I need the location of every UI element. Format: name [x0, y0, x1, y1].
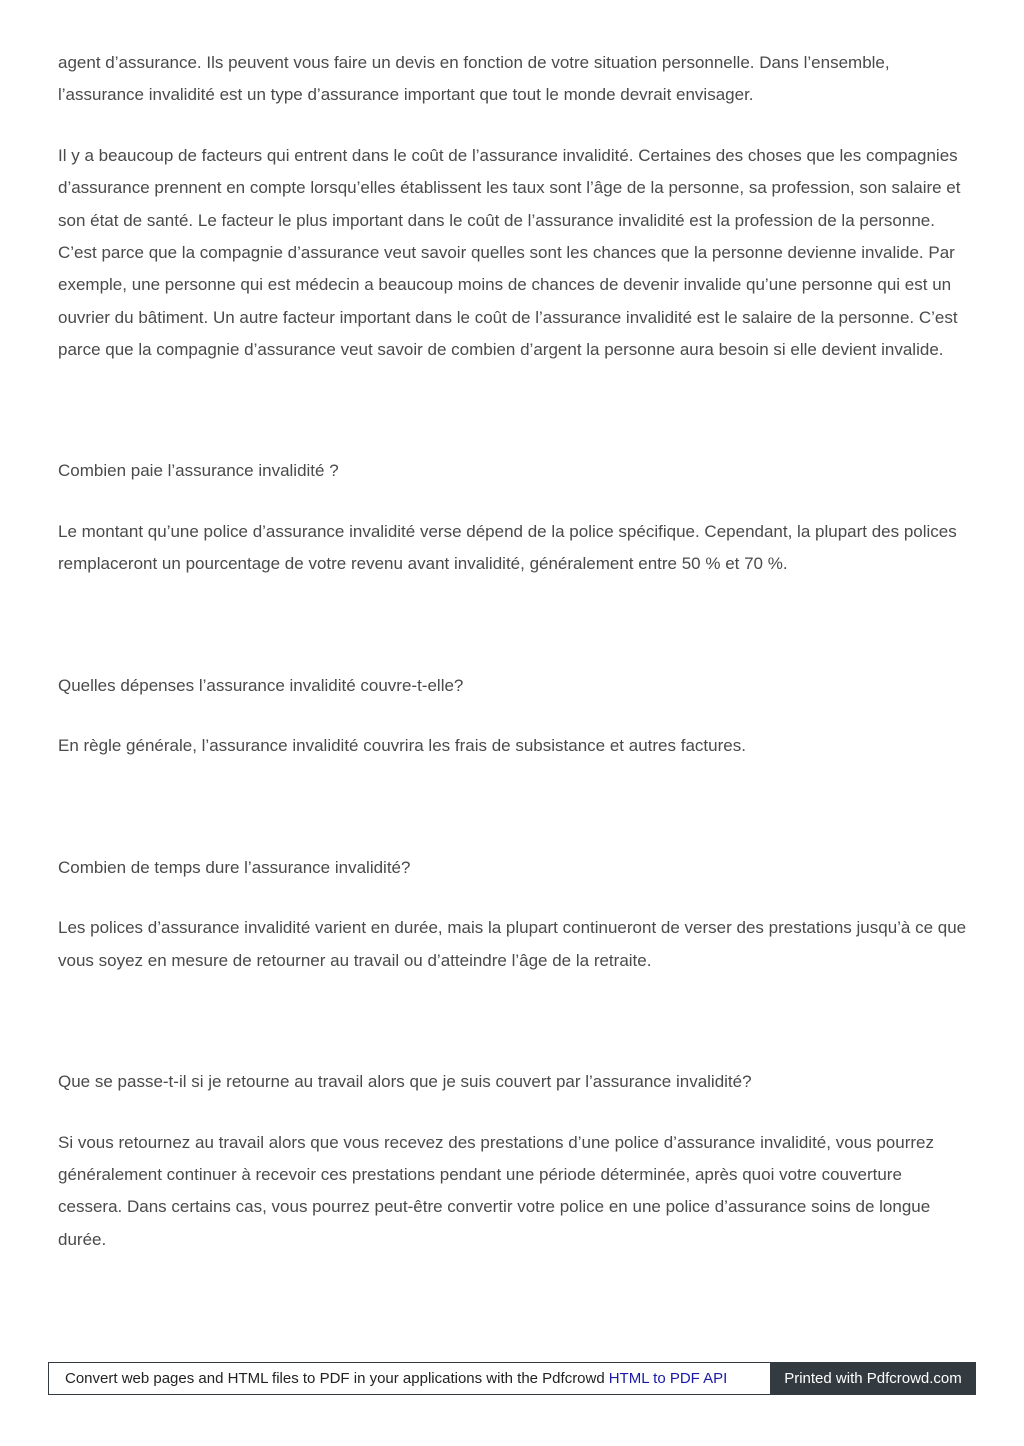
printed-with-pdfcrowd[interactable]: Printed with Pdfcrowd.com	[770, 1362, 976, 1395]
factors-paragraph: Il y a beaucoup de facteurs qui entrent dans le coût de l’assurance invalidité. Certaines des choses que les compagnies d’assurance prennent en compte lorsqu’elles établissent les taux sont l’âge de la personne, sa profession, son salaire et son état de santé. Le facteur le plus important dans le coût de l’assurance invalidité est la profession de la personne. C’est parce que la compagnie d’assurance veut savoir quelles sont les chances que la personne devienne invalide. Par exemple, une personne qui est médecin a beaucoup moins de chances de devenir invalide qu’une personne qui est un ouvrier du bâtiment. Un autre facteur important dans le coût de l’assurance invalidité est le salaire de la personne. C’est parce que la compagnie d’assurance veut savoir de combien d’argent la personne aura besoin si elle devient invalide.	[58, 146, 961, 359]
footer-promo	[48, 1362, 770, 1395]
pdfcrowd-footer	[48, 1362, 976, 1395]
faq-question: Combien de temps dure l’assurance invalidité?	[58, 857, 411, 877]
article-content	[58, 47, 970, 1256]
faq-section-3	[58, 852, 970, 977]
faq-section-2	[58, 670, 970, 763]
faq-answer: Si vous retournez au travail alors que vous recevez des prestations d’une police d’assurance invalidité, vous pourrez généralement continuer à recevoir ces prestations pendant une période déterminée, après quoi votre couverture cessera. Dans certains cas, vous pourrez peut-être convertir votre police en une police d’assurance soins de longue durée.	[58, 1132, 934, 1249]
factors-block	[58, 140, 970, 366]
faq-answer: En règle générale, l’assurance invalidité couvrira les frais de subsistance et autres factures.	[58, 736, 746, 756]
faq-question: Que se passe-t-il si je retourne au travail alors que je suis couvert par l’assurance invalidité?	[58, 1072, 752, 1092]
intro-block	[58, 47, 970, 112]
faq-section-1	[58, 455, 970, 580]
faq-answer: Le montant qu’une police d’assurance invalidité verse dépend de la police spécifique. Cependant, la plupart des polices remplaceront un pourcentage de votre revenu avant invalidité, généralement entre 50 % et 70 %.	[58, 521, 957, 574]
faq-answer: Les polices d’assurance invalidité varient en durée, mais la plupart continueront de verser des prestations jusqu’à ce que vous soyez en mesure de retourner au travail ou d’atteindre l’âge de la retraite.	[58, 918, 967, 970]
intro-paragraph: agent d’assurance. Ils peuvent vous faire un devis en fonction de votre situation personnelle. Dans l’ensemble, l’assurance invalidité est un type d’assurance important que tout le monde devrait envisager.	[58, 53, 890, 105]
html-to-pdf-api-link[interactable]: HTML to PDF API	[608, 1370, 728, 1387]
faq-section-4	[58, 1066, 970, 1256]
faq-question: Combien paie l’assurance invalidité ?	[58, 461, 339, 481]
faq-question: Quelles dépenses l’assurance invalidité couvre-t-elle?	[58, 675, 464, 695]
footer-promo-text: Convert web pages and HTML files to PDF in your applications with the Pdfcrowd	[65, 1370, 605, 1387]
